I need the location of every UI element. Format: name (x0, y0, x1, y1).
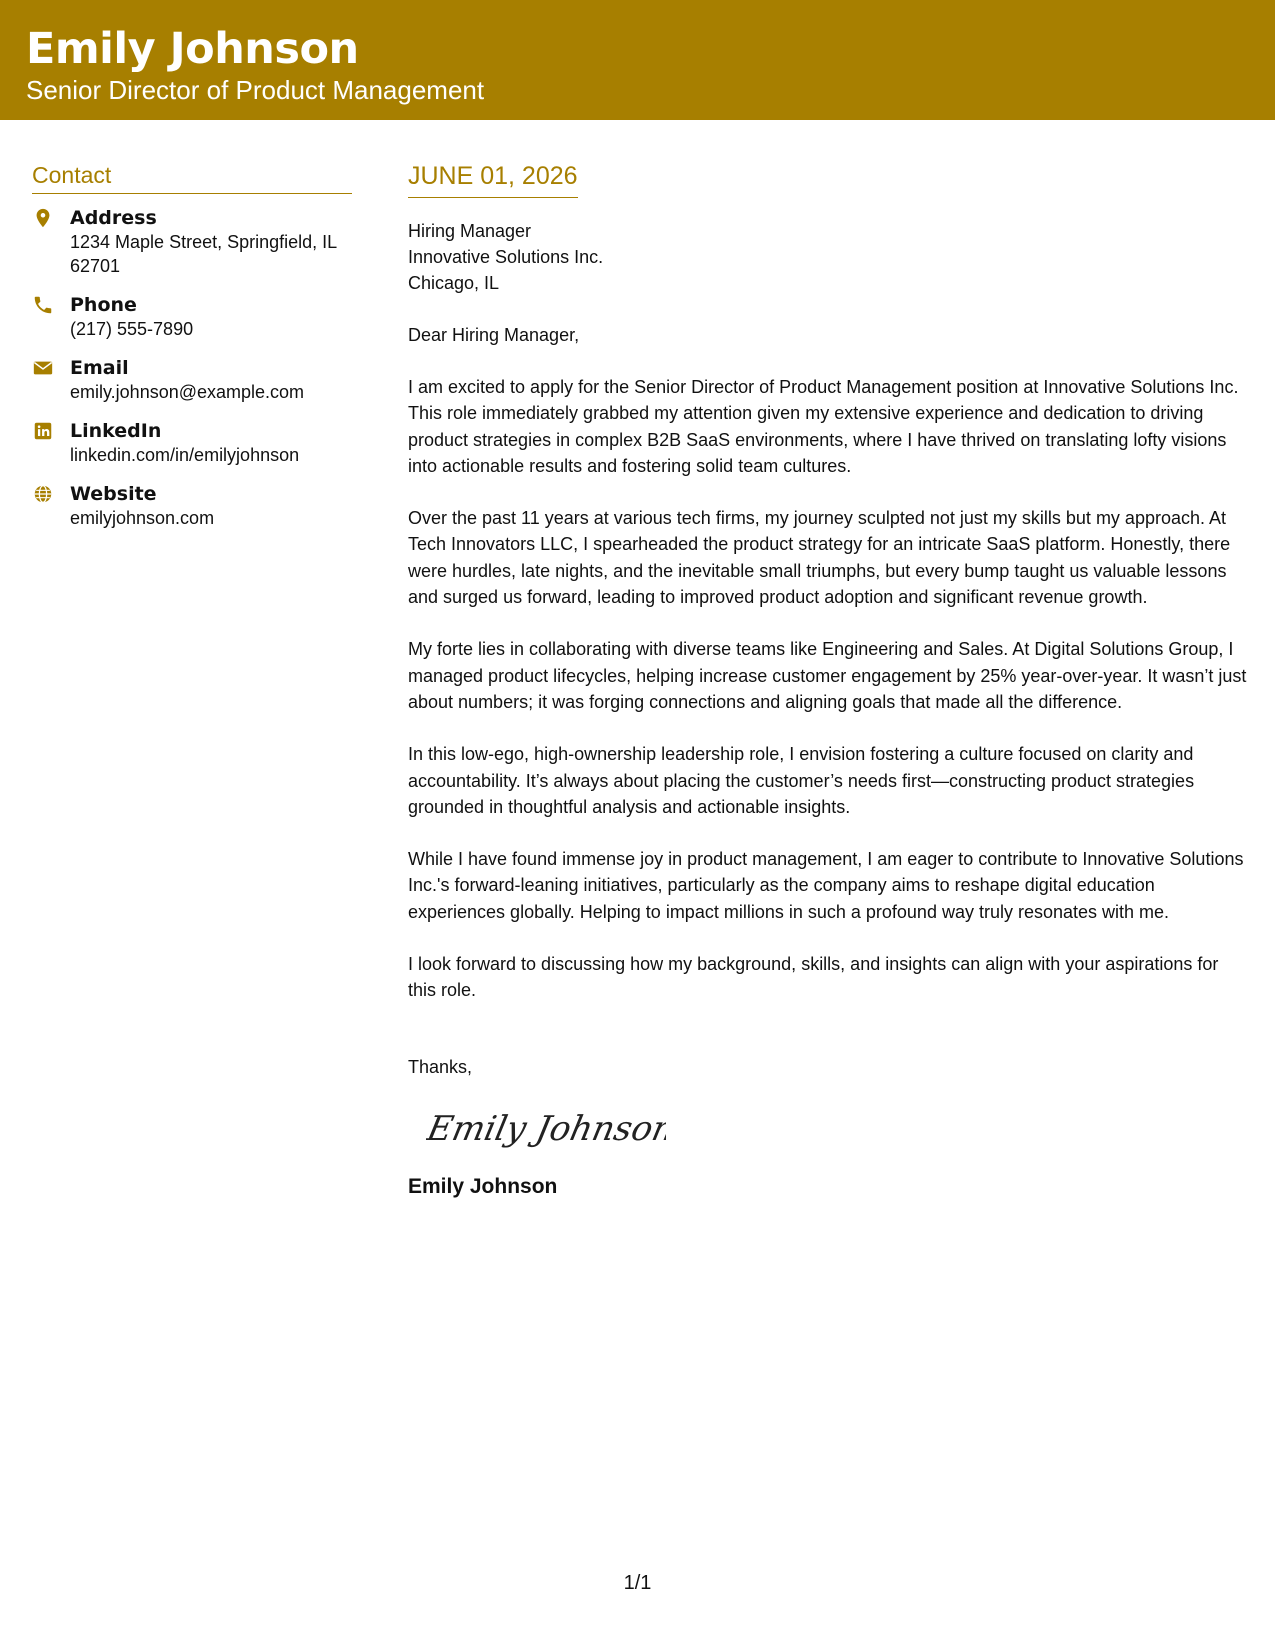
phone-label: Phone (70, 294, 137, 316)
salutation: Dear Hiring Manager, (408, 325, 580, 345)
contact-sidebar (32, 162, 352, 545)
website-label: Website (70, 483, 157, 505)
envelope-icon (32, 357, 54, 379)
letter-paragraph: In this low-ego, high-ownership leadership role, I envision fostering a culture focused on clarity and accountability. It’s always about placing the customer’s needs first—constructing product strategies grounded in thoughtful analysis and actionable insights. (408, 744, 1195, 817)
contact-phone (32, 293, 352, 341)
phone-value: (217) 555-7890 (70, 319, 194, 339)
contact-email (32, 356, 352, 404)
email-value: emily.johnson@example.com (70, 382, 305, 402)
address-label: Address (70, 207, 157, 229)
letter-body (408, 162, 1248, 1199)
contact-linkedin (32, 419, 352, 467)
applicant-role: Senior Director of Product Management (26, 75, 485, 105)
linkedin-value: linkedin.com/in/emilyjohnson (70, 445, 300, 465)
linkedin-icon (32, 420, 54, 442)
contact-section-title: Contact (32, 162, 352, 194)
closing: Thanks, (408, 1056, 473, 1077)
linkedin-label: LinkedIn (70, 420, 162, 442)
contact-website (32, 482, 352, 530)
recipient-block (408, 218, 1248, 296)
letter-paragraph: I am excited to apply for the Senior Director of Product Management position at Innovative Solutions Inc. This role immediately grabbed my attention given my extensive experience and dedication to driving product strategies in complex B2B SaaS environments, where I have thrived on translating lofty visions into actionable results and fostering solid team cultures. (408, 377, 1239, 476)
globe-icon (32, 483, 54, 505)
signature-text: Emily Johnson (426, 1108, 666, 1149)
recipient-line: Innovative Solutions Inc. (408, 247, 604, 267)
letter-paragraph: My forte lies in collaborating with diverse teams like Engineering and Sales. At Digital Solutions Group, I managed product lifecycles, helping increase customer engagement by 25% year-over-year. It wasn’t just about numbers; it was forging connections and aligning goals that made all the difference. (408, 639, 1247, 712)
letter-paragraph: I look forward to discussing how my background, skills, and insights can align with your aspirations for this role. (408, 954, 1219, 1001)
map-pin-icon (32, 207, 54, 229)
recipient-line: Hiring Manager (408, 221, 532, 241)
handwritten-signature (426, 1100, 666, 1156)
website-value: emilyjohnson.com (70, 508, 215, 528)
letter-date: JUNE 01, 2026 (408, 162, 578, 198)
signer-name: Emily Johnson (408, 1174, 558, 1198)
page-number: 1/1 (623, 1572, 652, 1594)
letter-paragraph: While I have found immense joy in product management, I am eager to contribute to Innovative Solutions Inc.'s forward-leaning initiatives, particularly as the company aims to reshape digital education experiences globally. Helping to impact millions in such a profound way truly resonates with me. (408, 849, 1244, 922)
email-label: Email (70, 357, 129, 379)
recipient-line: Chicago, IL (408, 273, 500, 293)
header-banner (0, 0, 1275, 120)
address-value: 1234 Maple Street, Springfield, IL 62701 (70, 232, 337, 276)
letter-paragraph: Over the past 11 years at various tech firms, my journey sculpted not just my skills but my approach. At Tech Innovators LLC, I spearheaded the product strategy for an intricate SaaS platform. Honestly, there were hurdles, late nights, and the inevitable small triumphs, but every bump taught us valuable lessons and surged us forward, leading to improved product adoption and significant revenue growth. (408, 508, 1231, 608)
phone-icon (32, 294, 54, 316)
applicant-name: Emily Johnson (26, 24, 359, 74)
contact-address (32, 206, 352, 278)
